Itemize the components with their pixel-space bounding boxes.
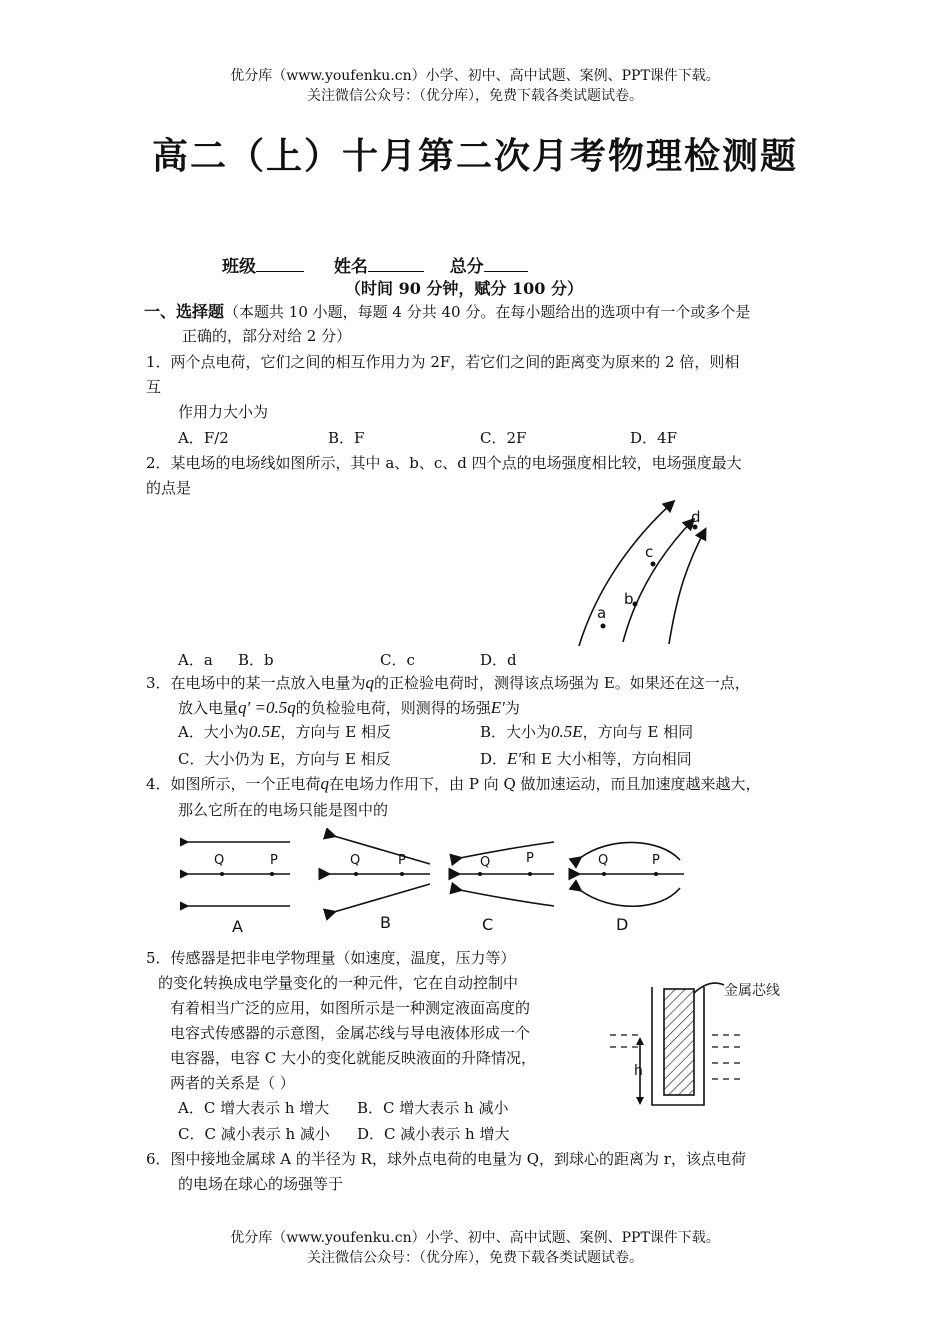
q5-option-d: D．C 减小表示 h 增大 xyxy=(357,1125,510,1143)
q3-option-d xyxy=(480,748,692,770)
footer-line-2: 关注微信公众号：（优分库），免费下载各类试题试卷。 xyxy=(307,1250,643,1266)
section-heading: 一、选择题 xyxy=(144,302,225,321)
q1-line-1: 1．两个点电荷，它们之间的相互作用力为 2F，若它们之间的距离变为原来的 2 倍，则相 xyxy=(146,353,740,371)
q3-text-2: 的正检验电荷时，测得该点场强为 E。如果还在这一点， xyxy=(374,674,750,692)
q2-option-c: C．c xyxy=(380,651,415,669)
q2-option-b: B．b xyxy=(238,651,274,669)
point-c xyxy=(651,562,656,567)
q4-line-2: 那么它所在的电场只能是图中的 xyxy=(178,801,389,819)
section-note: （本题共 10 小题，每题 4 分共 40 分。在每小题给出的选项中有一个或多个是 xyxy=(224,303,751,321)
q5-line-1: 5．传感器是把非电学物理量（如速度，温度，压力等） xyxy=(146,949,516,967)
fig-d-label: D xyxy=(616,915,629,934)
class-blank xyxy=(256,271,304,272)
q3-option-d-text2: 和 E 大小相等，方向相同 xyxy=(521,750,692,768)
fig-b-q: Q xyxy=(350,853,361,868)
q3-option-b-text: B．大小为 xyxy=(480,723,552,741)
info-line xyxy=(222,252,528,277)
q3-text-5: 为 xyxy=(504,699,520,717)
q5-option-a: A．C 增大表示 h 增大 xyxy=(178,1099,330,1117)
q5-line-2: 的变化转换成电学量变化的一种元件，它在自动控制中 xyxy=(158,974,519,992)
fig-d-q: Q xyxy=(598,853,609,868)
q3-option-d-text: D． xyxy=(480,750,508,768)
q3-option-a-sym: 0.5E xyxy=(248,722,281,741)
q6-line-2: 的电场在球心的场强等于 xyxy=(178,1175,344,1193)
fig-c-p: P xyxy=(526,851,534,866)
label-b: b xyxy=(624,590,634,608)
q3-option-b-text2: ，方向与 E 相同 xyxy=(582,723,694,741)
name-label: 姓名 xyxy=(333,257,368,277)
label-c: c xyxy=(645,543,654,561)
q1-option-c: C．2F xyxy=(480,429,527,447)
fig-b-p: P xyxy=(398,853,406,868)
figure-b xyxy=(328,836,430,932)
q4-text-2: 在电场力作用下，由 P 向 Q 做加速运动，而且加速度越来越大， xyxy=(329,775,761,793)
metal-core xyxy=(664,989,694,1095)
q3-option-a-text: A．大小为 xyxy=(178,723,249,741)
score-blank xyxy=(484,271,528,272)
class-label: 班级 xyxy=(222,257,256,277)
q4-sym-q: q xyxy=(320,774,330,793)
name-blank xyxy=(368,271,424,272)
q1-option-b: B．F xyxy=(328,429,365,447)
q1-line-2: 互 xyxy=(146,378,162,396)
fig-c-label: C xyxy=(482,915,494,934)
q4-field-figures xyxy=(180,828,700,938)
q5-line-3: 有着相当广泛的应用，如图所示是一种测定液面高度的 xyxy=(170,999,531,1017)
label-a: a xyxy=(597,604,607,622)
q4-text-1: 4．如图所示，一个正电荷 xyxy=(146,775,321,793)
section-heading-line xyxy=(144,301,750,323)
q2-field-lines-figure xyxy=(565,494,725,649)
fig-a-q: Q xyxy=(214,853,225,868)
q1-line-3: 作用力大小为 xyxy=(178,403,269,421)
q2-option-d: D．d xyxy=(480,651,517,669)
q3-sym-e2: E′ xyxy=(490,698,505,717)
fig-b-label: B xyxy=(380,913,391,932)
q2-line-1: 2．某电场的电场线如图所示，其中 a、b、c、d 四个点的电场强度相比较，电场强度最大 xyxy=(146,454,742,472)
page-title: 高二（上）十月第二次月考物理检测题 xyxy=(151,135,798,177)
q3-option-b xyxy=(480,721,693,743)
footer-line-1: 优分库（www.youfenku.cn）小学、初中、高中试题、案例、PPT课件下载。 xyxy=(230,1230,720,1246)
q5-line-5: 电容器，电容 C 大小的变化就能反映液面的升降情况， xyxy=(170,1049,537,1067)
q5-option-c: C．C 减小表示 h 减小 xyxy=(178,1125,330,1143)
label-d: d xyxy=(691,508,701,526)
fig-a-label: A xyxy=(232,917,243,936)
core-label: 金属芯线 xyxy=(724,983,780,999)
q3-text-4: 的负检验电荷，则测得的场强 xyxy=(295,699,491,717)
q5-line-4: 电容式传感器的示意图，金属芯线与导电液体形成一个 xyxy=(170,1024,531,1042)
q5-sensor-figure xyxy=(600,975,800,1110)
q3-option-a-text2: ，方向与 E 相反 xyxy=(280,723,391,741)
figure-a xyxy=(186,842,290,936)
q3-option-d-sym: E′ xyxy=(507,749,522,768)
section-note-2: 正确的，部分对给 2 分） xyxy=(182,327,352,345)
fig-a-p: P xyxy=(270,853,278,868)
field-line-3 xyxy=(669,530,705,644)
label-pointer xyxy=(694,983,724,993)
q5-line-6: 两者的关系是（ ） xyxy=(170,1074,295,1092)
height-label: h xyxy=(634,1063,643,1079)
fig-c-q: Q xyxy=(480,855,491,870)
header-line-2: 关注微信公众号：（优分库），免费下载各类试题试卷。 xyxy=(307,88,643,104)
q3-option-b-sym: 0.5E xyxy=(551,722,583,741)
q1-option-d: D．4F xyxy=(630,429,677,447)
q2-option-a: A．a xyxy=(178,651,213,669)
figure-c xyxy=(458,842,554,934)
score-label: 总分 xyxy=(449,257,484,277)
field-line-1 xyxy=(579,502,673,646)
q3-text-1: 3．在电场中的某一点放入电量为 xyxy=(146,674,366,692)
q3-text-3: 放入电量 xyxy=(178,699,239,717)
q1-option-a: A．F/2 xyxy=(178,429,229,447)
fig-d-p: P xyxy=(652,853,660,868)
point-a xyxy=(601,624,606,629)
q3-line-2 xyxy=(178,697,520,719)
q3-line-1 xyxy=(146,672,750,694)
header-line-1: 优分库（www.youfenku.cn）小学、初中、高中试题、案例、PPT课件下载。 xyxy=(230,68,720,84)
figure-d xyxy=(578,842,684,934)
q3-option-a xyxy=(178,721,391,743)
q3-option-c: C．大小仍为 E，方向与 E 相反 xyxy=(178,750,391,768)
q6-line-1: 6．图中接地金属球 A 的半径为 R，球外点电荷的电量为 Q，到球心的距离为 r，该点电荷 xyxy=(146,1150,746,1168)
time-note: （时间 90 分钟，赋分 100 分） xyxy=(345,279,583,298)
q3-sym-q2: q′ =0.5q xyxy=(238,698,296,717)
q2-line-2: 的点是 xyxy=(146,479,192,497)
q3-sym-q: q xyxy=(365,673,375,692)
q5-option-b: B．C 增大表示 h 减小 xyxy=(357,1099,509,1117)
q4-line-1 xyxy=(146,773,761,795)
